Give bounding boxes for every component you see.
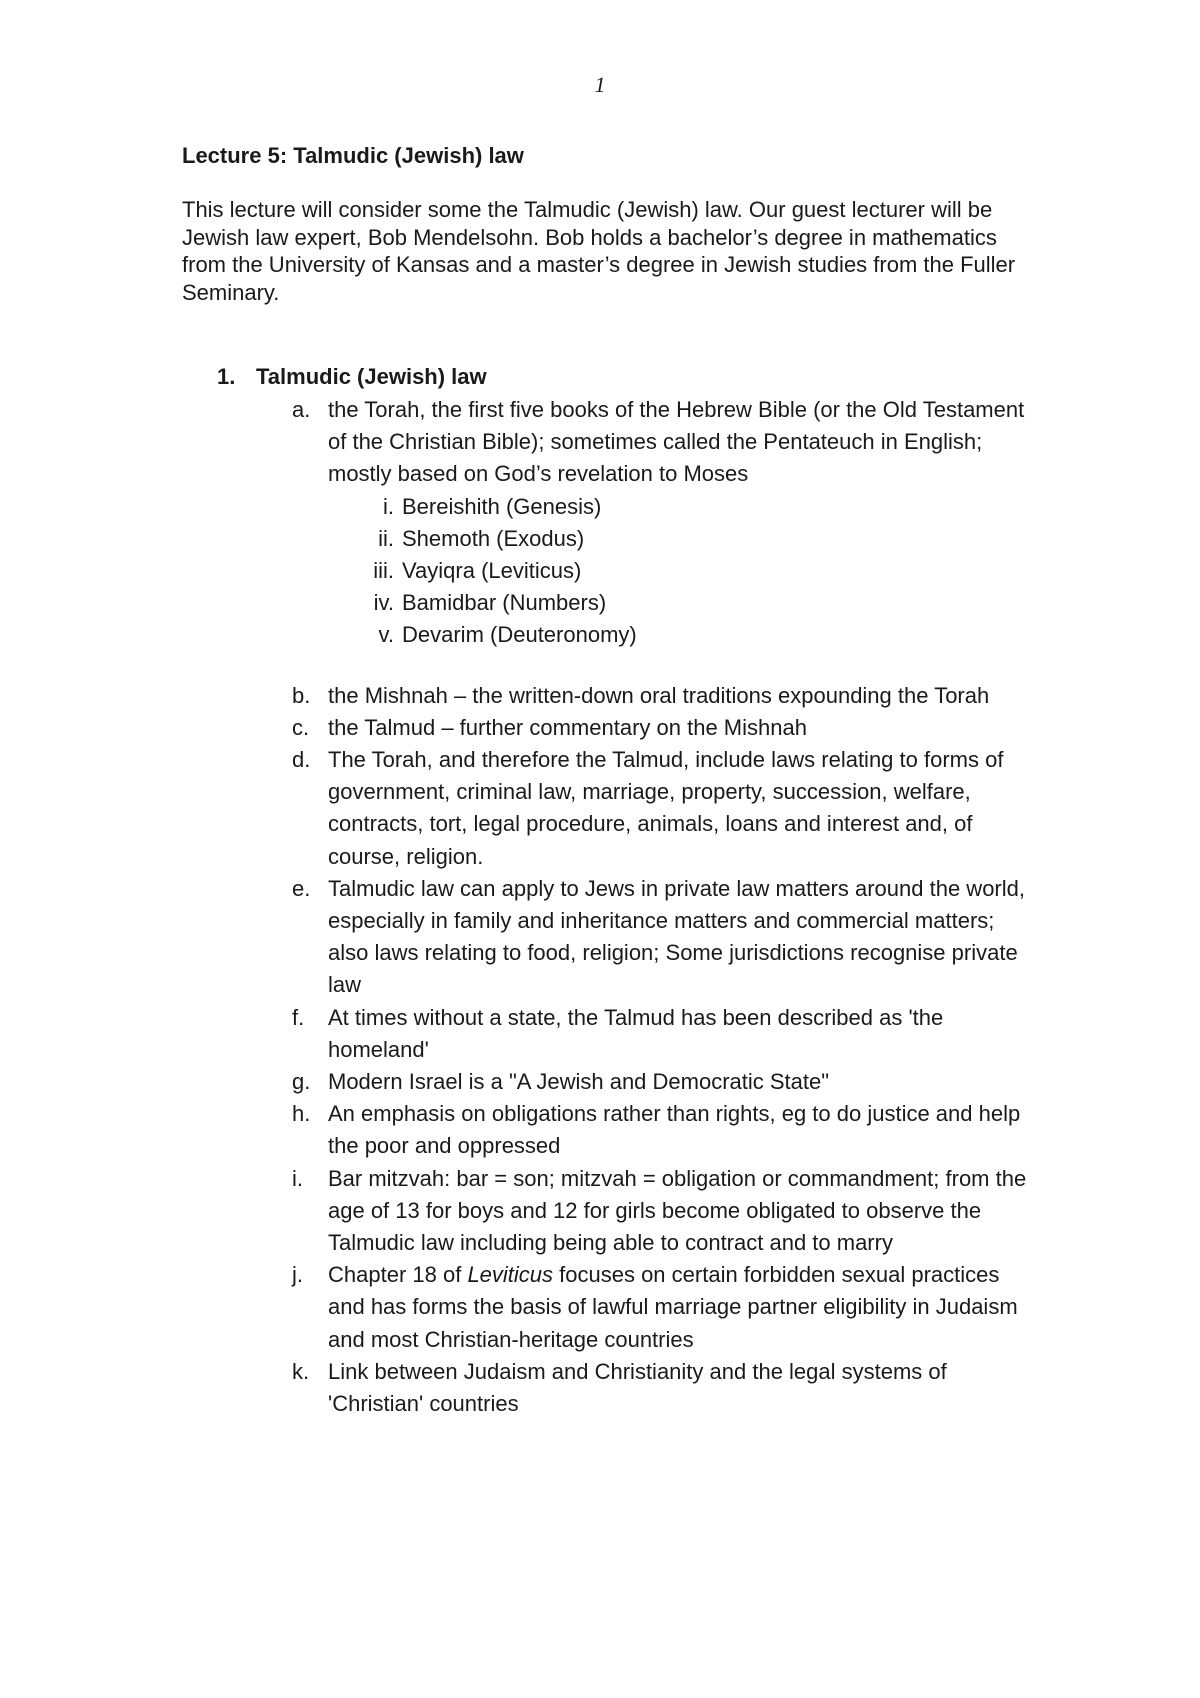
list-marker: e.	[292, 875, 311, 901]
list-item-text: the Torah, the first five books of the Hebrew Bible (or the Old Testament of the Christian Bible); sometimes called the Pentateuch in English; mostly based on God’s revelation to Moses	[328, 397, 1025, 487]
sub-list-marker: iii.	[373, 558, 394, 584]
list-item-e	[182, 873, 1032, 1002]
document-title: Lecture 5: Talmudic (Jewish) law	[182, 143, 524, 168]
list-marker: d.	[292, 747, 311, 773]
list-item-text	[328, 1262, 1018, 1351]
sub-list-text: Shemoth (Exodus)	[402, 525, 585, 551]
section-1	[182, 362, 1032, 1420]
text-segment: Chapter 18 of	[328, 1262, 468, 1288]
section-heading	[182, 362, 1032, 392]
sub-list-text: Devarim (Deuteronomy)	[402, 622, 637, 648]
list-item-c	[182, 712, 1032, 744]
sub-list-marker: i.	[383, 493, 394, 519]
list-item-b	[182, 680, 1032, 712]
sub-list-text: Vayiqra (Leviticus)	[402, 558, 582, 584]
sub-list-marker: ii.	[378, 525, 394, 551]
sub-list-item	[182, 587, 1032, 619]
sub-list-text: Bereishith (Genesis)	[402, 493, 602, 519]
list-marker: a.	[292, 397, 311, 422]
list-item-i	[182, 1163, 1032, 1260]
sub-list-item	[182, 555, 1032, 587]
list-marker: k.	[292, 1358, 310, 1384]
sub-list-marker: v.	[378, 622, 394, 648]
sub-list-text: Bamidbar (Numbers)	[402, 590, 607, 616]
alpha-list	[182, 394, 1032, 1420]
list-marker: c.	[292, 714, 310, 740]
list-marker: b.	[292, 682, 311, 708]
list-item-h	[182, 1098, 1032, 1162]
list-marker: g.	[292, 1069, 311, 1095]
list-item-text: The Torah, and therefore the Talmud, include laws relating to forms of government, criminal law, marriage, property, succession, welfare, contracts, tort, legal procedure, animals, loans and interest and, of course, religion.	[328, 747, 1004, 869]
book-title-italic: Leviticus	[467, 1262, 554, 1288]
list-item-text: the Talmud – further commentary on the Mishnah	[328, 714, 807, 740]
sub-list-marker: iv.	[373, 590, 394, 616]
section-number: 1.	[217, 364, 236, 389]
list-item-text: At times without a state, the Talmud has been described as 'the homeland'	[328, 1004, 944, 1062]
list-item-g	[182, 1066, 1032, 1098]
document-body	[182, 142, 1032, 1420]
intro-paragraph: This lecture will consider some the Talmudic (Jewish) law. Our guest lecturer will be Jewish law expert, Bob Mendelsohn. Bob holds a bachelor’s degree in mathematics from the University of Kansas and a master’s degree in Jewish studies from the Fuller Seminary.	[182, 197, 1016, 305]
list-item-f	[182, 1002, 1032, 1066]
list-item-text: Talmudic law can apply to Jews in private law matters around the world, especially in family and inheritance matters and commercial matters; also laws relating to food, religion; Some jurisdictions recognise private law	[328, 875, 1025, 998]
list-item-j	[182, 1259, 1032, 1356]
list-item-a	[182, 394, 1032, 652]
list-item-text: Bar mitzvah: bar = son; mitzvah = obligation or commandment; from the age of 13 for boys and 12 for girls become obligated to observe the Talmudic law including being able to contract and to marry	[328, 1165, 1027, 1256]
list-item-text: An emphasis on obligations rather than rights, eg to do justice and help the poor and oppressed	[328, 1101, 1021, 1159]
page-number: 1	[594, 72, 606, 97]
sub-list-item	[182, 523, 1032, 555]
sub-list-item	[182, 491, 1032, 523]
sub-list-item	[182, 619, 1032, 651]
roman-list	[328, 491, 1032, 652]
list-item-text: Modern Israel is a "A Jewish and Democratic State"	[328, 1069, 830, 1095]
list-marker: h.	[292, 1101, 311, 1127]
list-item-k	[182, 1356, 1032, 1420]
list-marker: i.	[292, 1165, 303, 1191]
list-marker: j.	[292, 1262, 303, 1288]
list-item-text: Link between Judaism and Christianity and the legal systems of 'Christian' countries	[328, 1358, 947, 1417]
list-marker: f.	[292, 1004, 305, 1030]
section-heading-text: Talmudic (Jewish) law	[256, 364, 487, 389]
list-item-d	[182, 744, 1032, 873]
text-segment: focuses on certain forbidden sexual practices and has forms the basis of lawful marriage partner eligibility in Judaism and most Christian-heritage countries	[328, 1262, 1018, 1352]
list-item-text: the Mishnah – the written-down oral traditions expounding the Torah	[328, 682, 990, 708]
